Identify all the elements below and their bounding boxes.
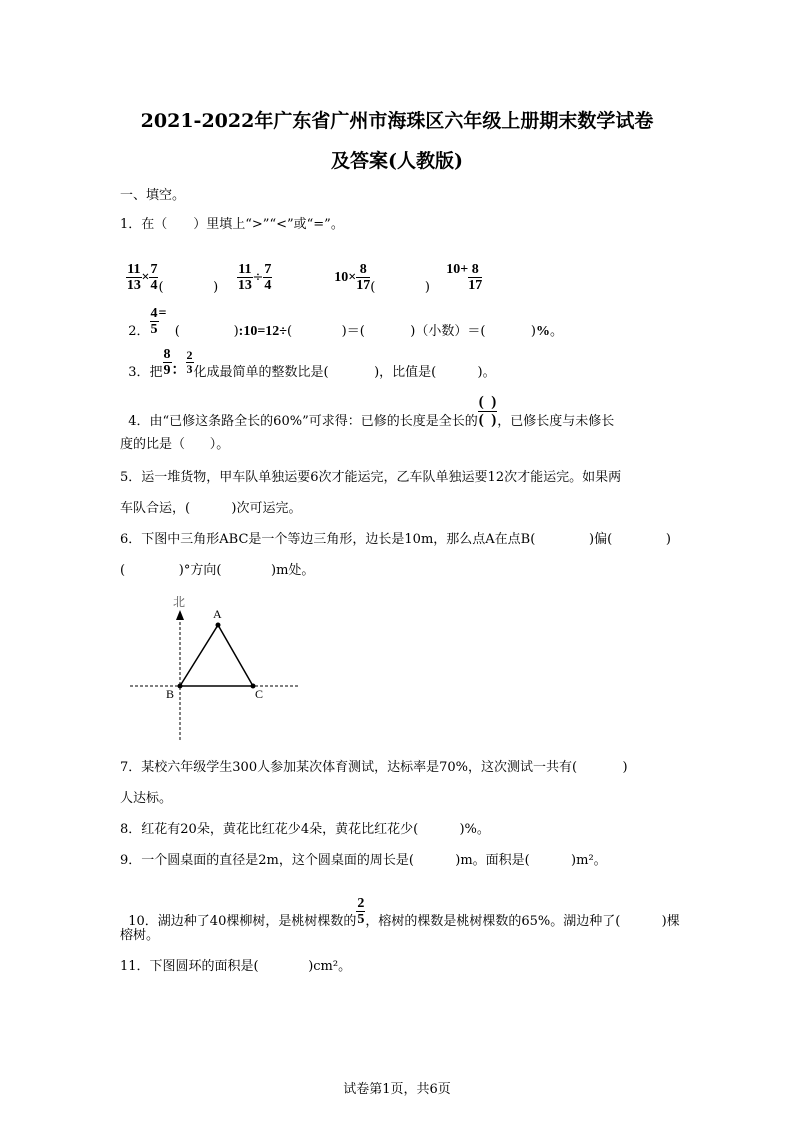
- q6-line-1: 6．下图中三角形ABC是一个等边三角形，边长是10m，那么点A在点B( )偏( ): [120, 532, 671, 547]
- q10-line-1: 10．湖边种了40棵柳树，是桃树棵数的 $\frac{2}{5}$ ，榕树的棵数是桃树棵数的65%。湖边种了( )棵: [128, 896, 680, 929]
- triangle-figure: [120, 590, 310, 750]
- q1-item-4: 10+ $\frac{8}{17}$: [446, 262, 483, 293]
- point-a: [216, 623, 221, 628]
- label-a: A: [213, 607, 222, 621]
- q7-line-2: 人达标。: [120, 791, 173, 806]
- q1-item-2: $\frac{11}{13}$ ÷ $\frac{7}{4}$: [237, 262, 272, 293]
- q1-blank-2: ( ): [370, 280, 430, 295]
- q11-line: 11．下图圆环的面积是( )cm²。: [120, 959, 352, 974]
- q1-item-1: $\frac{11}{13}$ × $\frac{7}{4}$ ( ): [126, 262, 219, 295]
- title-line-1: 2021-2022年广东省广州市海珠区六年级上册期末数学试卷: [140, 110, 654, 132]
- label-b: B: [166, 687, 175, 701]
- q4-line-2: 度的比是（ ）。: [120, 437, 230, 452]
- q1-text: 1．在（ ）里填上“>”“<”或“=”。: [120, 217, 344, 232]
- q4-line-1: 4．由“已修这条路全长的60%”可求得：已修的长度是全长的 $\frac{( )}{( )}$ ，已修长度与未修长: [128, 394, 615, 429]
- q7-line-1: 7．某校六年级学生300人参加某次体育测试，达标率是70%，这次测试一共有( ): [120, 760, 628, 775]
- q5-line-2: 车队合运，( )次可运完。: [120, 501, 302, 516]
- q3-line: 3．把 $\frac{8}{9}$ ： $\frac{2}{3}$ 化成最简单的整数比是( )，比值是( )。: [128, 347, 496, 380]
- section-heading: 一、填空。: [120, 188, 186, 203]
- q1-blank-1: ( ): [158, 280, 219, 295]
- q10-line-2: 榕树。: [120, 928, 160, 943]
- triangle-abc: [180, 625, 253, 686]
- q1-item-3: 10× $\frac{8}{17}$ ( ): [334, 262, 430, 295]
- title-line-2: 及答案(人教版): [331, 150, 463, 172]
- label-c: C: [255, 687, 264, 701]
- q6-line-2: ( )°方向( )m处。: [120, 563, 315, 578]
- q9-line: 9．一个圆桌面的直径是2m，这个圆桌面的周长是( )m。面积是( )m²。: [120, 853, 607, 868]
- q5-line-1: 5．运一堆货物，甲车队单独运要6次才能运完，乙车队单独运要12次才能运完。如果两: [120, 470, 622, 485]
- page-footer: 试卷第1页，共6页: [343, 1082, 451, 1097]
- point-b: [178, 684, 183, 689]
- q2-line: 2． $\frac{4}{5}$ = ( ):10=12÷( )＝( )（小数）＝( )%。: [128, 306, 563, 339]
- north-arrow-icon: [176, 610, 184, 620]
- north-label: 北: [173, 595, 186, 609]
- q8-line: 8．红花有20朵，黄花比红花少4朵，黄花比红花少( )%。: [120, 822, 490, 837]
